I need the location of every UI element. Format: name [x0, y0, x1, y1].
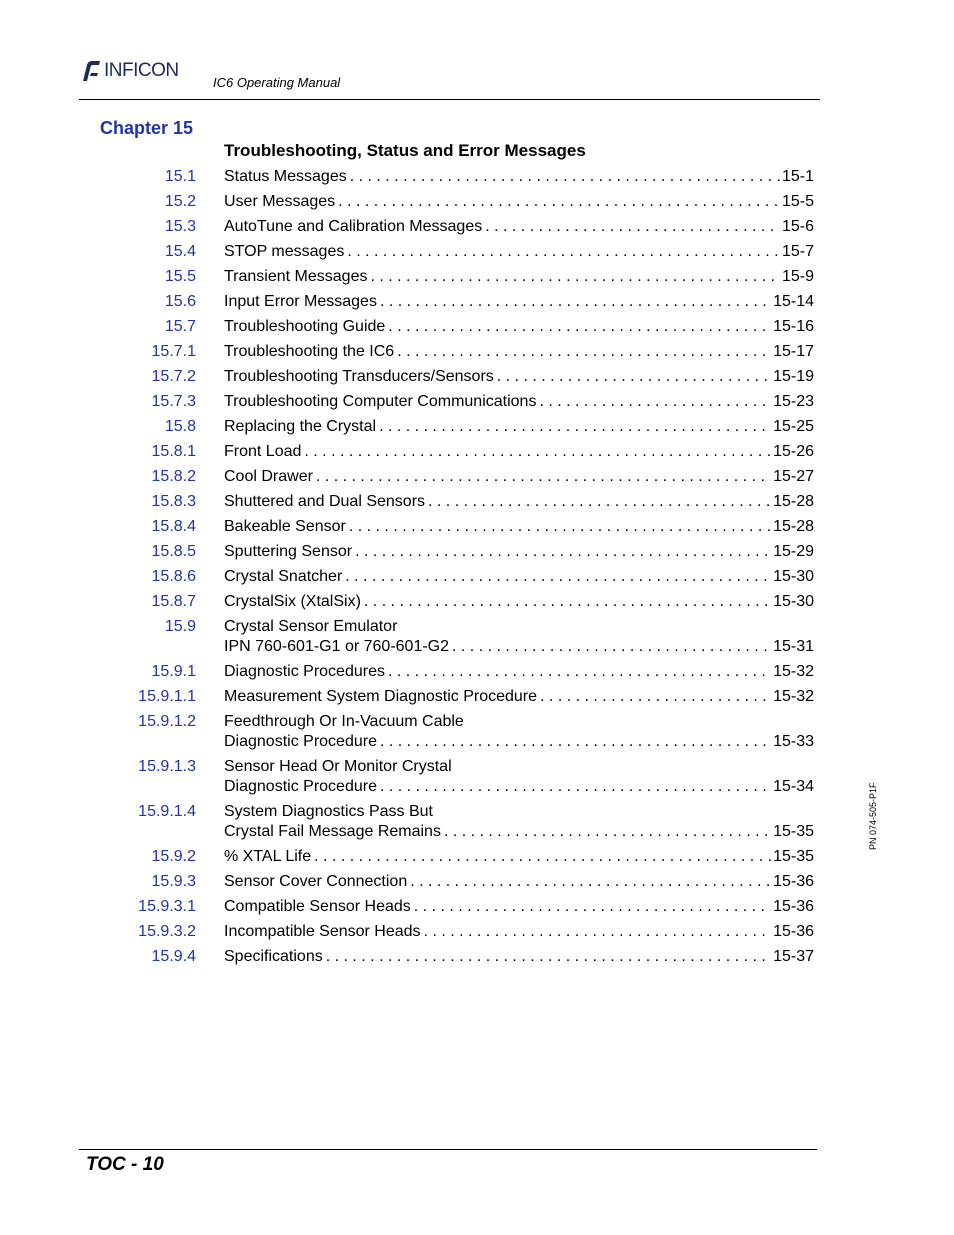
toc-entry-title[interactable]: Sensor Cover Connection [224, 873, 408, 890]
toc-entry-number[interactable]: 15.9.1.1 [138, 688, 196, 705]
inficon-logo-icon [80, 59, 102, 83]
toc-entry-number[interactable]: 15.2 [164, 193, 196, 210]
toc-entry-number[interactable]: 15.9.4 [151, 948, 196, 965]
toc-entry-title[interactable]: Shuttered and Dual Sensors [224, 493, 426, 510]
dot-leader [326, 947, 771, 967]
toc-entry-page[interactable]: 15-1 [781, 168, 814, 185]
toc-entry-number[interactable]: 15.8.4 [151, 518, 196, 535]
footer-rule [79, 1149, 817, 1150]
dot-leader [388, 662, 771, 682]
toc-entry-title[interactable]: IPN 760-601-G1 or 760-601-G2 [224, 638, 450, 655]
dot-leader [364, 592, 771, 612]
toc-entry-page[interactable]: 15-33 [773, 733, 814, 750]
header-rule [79, 99, 820, 100]
toc-entry-number[interactable]: 15.8 [164, 418, 196, 435]
toc-entry-number[interactable]: 15.8.1 [151, 443, 196, 460]
toc-entry-title[interactable]: Troubleshooting the IC6 [224, 343, 395, 360]
toc-entry-title[interactable]: Troubleshooting Transducers/Sensors [224, 368, 494, 385]
toc-entry-page[interactable]: 15-6 [781, 218, 814, 235]
toc-entry-number[interactable]: 15.7.1 [151, 343, 196, 360]
toc-entry-number[interactable]: 15.8.7 [151, 593, 196, 610]
toc-entry-title[interactable]: % XTAL Life [224, 848, 312, 865]
dot-leader [379, 417, 771, 437]
toc-entry-title[interactable]: Crystal Snatcher [224, 568, 343, 585]
dot-leader [355, 542, 771, 562]
toc-entry-title-line1[interactable]: System Diagnostics Pass But [224, 803, 433, 820]
toc-entry-number[interactable]: 15.8.5 [151, 543, 196, 560]
dot-leader [380, 732, 771, 752]
toc-entry-number[interactable]: 15.9.1.4 [138, 803, 196, 820]
toc-entry-title[interactable]: Diagnostic Procedure [224, 733, 377, 750]
toc-entry-title[interactable]: Compatible Sensor Heads [224, 898, 411, 915]
toc-entry-title[interactable]: Replacing the Crystal [224, 418, 377, 435]
toc-entry-title[interactable]: User Messages [224, 193, 336, 210]
dot-leader [485, 217, 780, 237]
toc-entry-number[interactable]: 15.9.3 [151, 873, 196, 890]
toc-entry-page[interactable]: 15-35 [773, 848, 814, 865]
dot-leader [380, 292, 771, 312]
dot-leader [410, 872, 771, 892]
toc-entry-title[interactable]: Sputtering Sensor [224, 543, 353, 560]
toc-entry-number[interactable]: 15.8.2 [151, 468, 196, 485]
toc-entry-title[interactable]: Diagnostic Procedure [224, 778, 377, 795]
dot-leader [397, 342, 771, 362]
toc-entry-page[interactable]: 15-16 [773, 318, 814, 335]
toc-entry-number[interactable]: 15.8.6 [151, 568, 196, 585]
dot-leader [380, 777, 771, 797]
dot-leader [539, 392, 771, 412]
toc-entry-page[interactable]: 15-31 [773, 638, 814, 655]
toc-entry-title[interactable]: Incompatible Sensor Heads [224, 923, 421, 940]
toc-entry-number[interactable]: 15.9.3.2 [138, 923, 196, 940]
toc-entry-page[interactable]: 15-36 [773, 873, 814, 890]
dot-leader [314, 847, 771, 867]
toc-entry-page[interactable]: 15-36 [773, 898, 814, 915]
toc-entry-number[interactable]: 15.4 [164, 243, 196, 260]
toc-entry-page[interactable]: 15-34 [773, 778, 814, 795]
toc-entry-number[interactable]: 15.7.3 [151, 393, 196, 410]
toc-entry-page[interactable]: 15-7 [781, 243, 814, 260]
toc-entry-page[interactable]: 15-29 [773, 543, 814, 560]
toc-entry-number[interactable]: 15.3 [164, 218, 196, 235]
toc-entry-title[interactable]: Status Messages [224, 168, 347, 185]
toc-entry-title[interactable]: Measurement System Diagnostic Procedure [224, 688, 538, 705]
toc-entry-page[interactable]: 15-28 [773, 493, 814, 510]
toc-entry-number[interactable]: 15.9.1.2 [138, 713, 196, 730]
dot-leader [497, 367, 771, 387]
dot-leader [424, 922, 772, 942]
toc-entry-page[interactable]: 15-9 [781, 268, 814, 285]
toc-entry-number[interactable]: 15.1 [164, 168, 196, 185]
dot-leader [370, 267, 780, 287]
toc-entry-title[interactable]: Specifications [224, 948, 323, 965]
toc-entry-title[interactable]: Troubleshooting Guide [224, 318, 386, 335]
dot-leader [540, 687, 771, 707]
toc-entry-title[interactable]: Transient Messages [224, 268, 368, 285]
dot-leader [345, 567, 771, 587]
toc-entry-page[interactable]: 15-37 [773, 948, 814, 965]
toc-entry-page[interactable]: 15-35 [773, 823, 814, 840]
dot-leader [452, 637, 771, 657]
dot-leader [414, 897, 771, 917]
toc-entry-number[interactable]: 15.9 [164, 618, 196, 635]
toc-entry-title[interactable]: Bakeable Sensor [224, 518, 346, 535]
toc-entry-title-line1[interactable]: Sensor Head Or Monitor Crystal [224, 758, 452, 775]
dot-leader [304, 442, 771, 462]
toc-entry-title[interactable]: Input Error Messages [224, 293, 377, 310]
toc-entry-number[interactable]: 15.7.2 [151, 368, 196, 385]
chapter-label: Chapter 15 [100, 118, 194, 138]
toc-entry-page[interactable]: 15-30 [773, 568, 814, 585]
toc-entry-page[interactable]: 15-23 [773, 393, 814, 410]
toc-entry-title[interactable]: Front Load [224, 443, 302, 460]
toc-entry-number[interactable]: 15.7 [164, 318, 196, 335]
toc-entry-page[interactable]: 15-32 [773, 688, 814, 705]
dot-leader [338, 192, 780, 212]
toc-entry-title[interactable]: Cool Drawer [224, 468, 313, 485]
dot-leader [316, 467, 771, 487]
toc-entry-number[interactable]: 15.9.1.3 [138, 758, 196, 775]
dot-leader [349, 517, 771, 537]
toc-entry-page[interactable]: 15-28 [773, 518, 814, 535]
dot-leader [428, 492, 771, 512]
toc-entry-title[interactable]: AutoTune and Calibration Messages [224, 218, 483, 235]
toc-entry-title[interactable]: Troubleshooting Computer Communications [224, 393, 537, 410]
toc-entry-page[interactable]: 15-26 [773, 443, 814, 460]
toc-entry-title[interactable]: STOP messages [224, 243, 345, 260]
chapter-title: Troubleshooting, Status and Error Messages [224, 141, 586, 160]
toc-entry-title[interactable]: Diagnostic Procedures [224, 663, 385, 680]
logo-text: INFICON [104, 60, 179, 81]
toc-entry-number[interactable]: 15.8.3 [151, 493, 196, 510]
toc-entry-page[interactable]: 15-36 [773, 923, 814, 940]
part-number: PN 074-505-P1F [868, 782, 878, 850]
dot-leader [350, 167, 780, 187]
toc-entry-page[interactable]: 15-17 [773, 343, 814, 360]
toc-entry-title[interactable]: CrystalSix (XtalSix) [224, 593, 361, 610]
toc-entry-page[interactable]: 15-19 [773, 368, 814, 385]
page-number: TOC - 10 [86, 1154, 164, 1175]
toc-entry-page[interactable]: 15-30 [773, 593, 814, 610]
toc-entry-number[interactable]: 15.6 [164, 293, 196, 310]
toc-entry-number[interactable]: 15.9.3.1 [138, 898, 196, 915]
manual-title: IC6 Operating Manual [213, 75, 341, 90]
toc-entry-page[interactable]: 15-5 [781, 193, 814, 210]
toc-entry-page[interactable]: 15-27 [773, 468, 814, 485]
toc-entry-number[interactable]: 15.9.2 [151, 848, 196, 865]
dot-leader [388, 317, 771, 337]
toc-entry-page[interactable]: 15-25 [773, 418, 814, 435]
toc-entry-page[interactable]: 15-14 [773, 293, 814, 310]
toc-entry-number[interactable]: 15.9.1 [151, 663, 196, 680]
toc-entry-title-line1[interactable]: Crystal Sensor Emulator [224, 618, 398, 635]
dot-leader [347, 242, 780, 262]
toc-entry-title-line1[interactable]: Feedthrough Or In-Vacuum Cable [224, 713, 464, 730]
dot-leader [444, 822, 771, 842]
inficon-logo [80, 58, 179, 84]
toc-entry-page[interactable]: 15-32 [773, 663, 814, 680]
toc-entry-title[interactable]: Crystal Fail Message Remains [224, 823, 441, 840]
toc-entry-number[interactable]: 15.5 [164, 268, 196, 285]
